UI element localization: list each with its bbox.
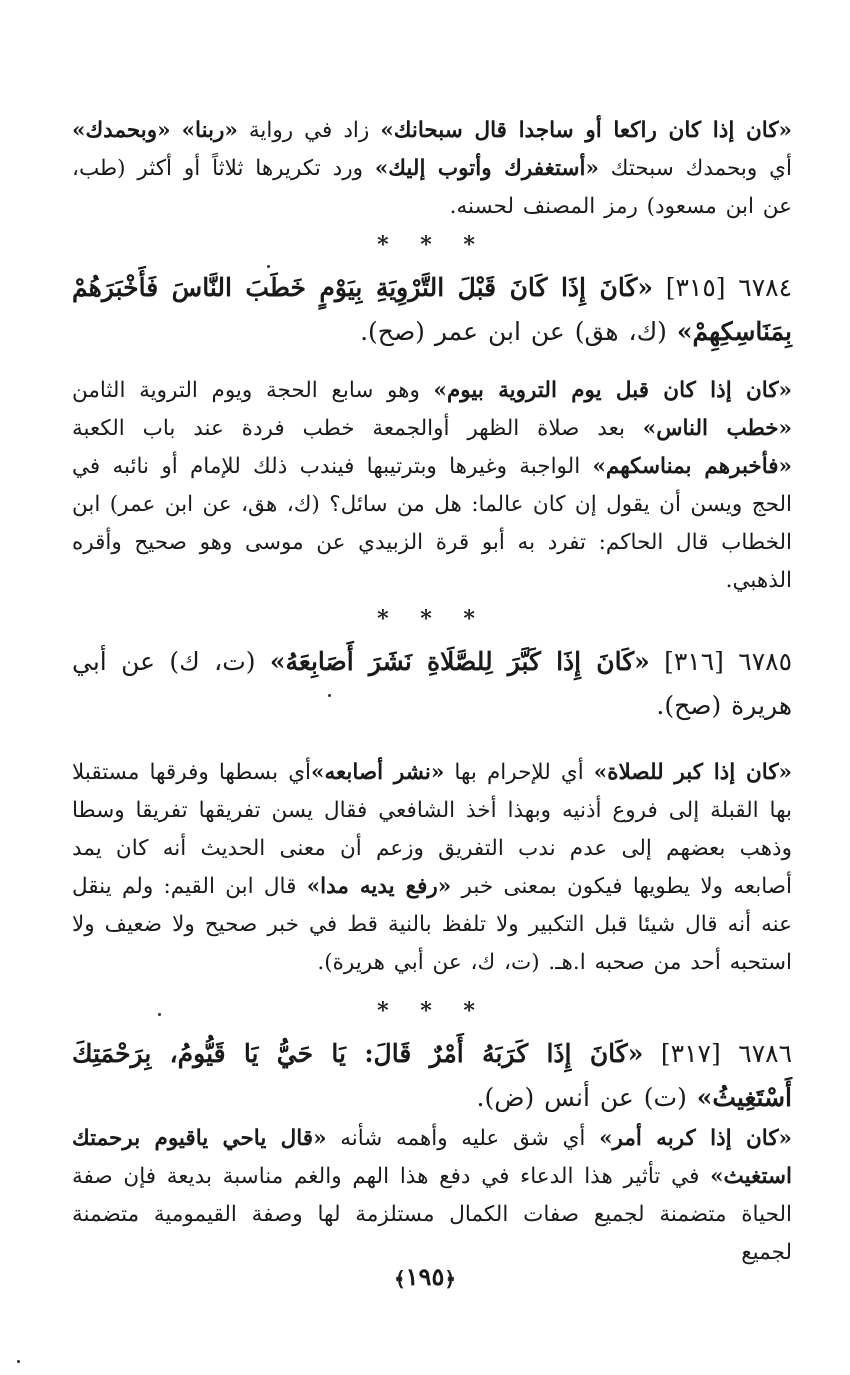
text-run: في تأثير هذا الدعاء في دفع هذا الهم والغم مناسبة بديعة فإن صفة الحياة متضمنة لجميع صفات الكمال مستلزمة لها وصفة القيمومية متضمنة لجميع bbox=[72, 1164, 792, 1265]
bold-text-run: «كان إذا كربه أمر» bbox=[599, 1126, 792, 1151]
commentary-paragraph-1 bbox=[72, 112, 792, 226]
text-run: ٦٧٨٤ [٣١٥] bbox=[652, 273, 792, 302]
commentary-paragraph-3 bbox=[72, 754, 792, 982]
hadith-entry-6785 bbox=[72, 640, 792, 728]
section-separator: * * * bbox=[377, 232, 487, 258]
bold-text-run: «ربنا» bbox=[181, 118, 238, 143]
book-page bbox=[72, 112, 792, 1272]
bold-text-run: «كَانَ إِذَا كَرَبَهُ أَمْرٌ قَالَ: يَا حَيُّ يَا قَيُّومُ، بِرَحْمَتِكَ أَسْتَغِيثُ» bbox=[72, 1039, 792, 1112]
text-run: ٦٧٨٥ [٣١٦] bbox=[649, 647, 792, 676]
bold-text-run: «كان إذا كان راكعا أو ساجدا قال سبحانك» bbox=[380, 118, 792, 143]
text-run: أي وبحمدك سبحتك bbox=[598, 156, 792, 181]
text-run: أي شق عليه وأهمه شأنه bbox=[326, 1126, 600, 1151]
hadith-entry-6784 bbox=[72, 266, 792, 354]
text-run: ٦٧٨٦ [٣١٧] bbox=[643, 1039, 792, 1068]
bold-text-run: «فأخبرهم بمناسكهم» bbox=[592, 454, 792, 479]
text-run: وهو سابع الحجة ويوم التروية الثامن bbox=[72, 378, 434, 403]
ornament-left-icon: ﴿ bbox=[444, 1266, 457, 1291]
bold-text-run: «كَانَ إِذَا كَانَ قَبْلَ التَّرْوِيَةِ بِيَوْمٍ خَطَبَ النَّاسَ فَأَخْبَرَهُمْ بِمَنَاسِكِهِمْ» bbox=[72, 273, 792, 346]
bold-text-run: «وبحمدك» bbox=[72, 118, 171, 143]
text-run: ورد تكريرها ثلاثاً أو أكثر (طب، عن ابن مسعود) رمز المصنف لحسنه. bbox=[72, 156, 792, 219]
text-run: بعد صلاة الظهر أوالجمعة خطب فردة عند باب الكعبة bbox=[72, 416, 643, 441]
bold-text-run: «خطب الناس» bbox=[642, 416, 792, 441]
text-run: (ك، هق) عن ابن عمر (صح). bbox=[360, 317, 677, 346]
bold-text-run: «كان إذا كان قبل يوم التروية بيوم» bbox=[433, 378, 792, 403]
text-run: قال ابن القيم: ولم ينقل عنه أنه قال شيئا قبل التكبير ولا تلفظ بالنية قط في خبر صحيح ولا ضعيف ولا استحبه أحد من صحبه ا.هـ. (ت، ك، عن أبي هريرة). bbox=[72, 874, 792, 975]
bold-text-run: «قال ياحي ياقيوم برحمتك استغيث» bbox=[72, 1126, 792, 1189]
bold-text-run: «نشر أصابعه» bbox=[311, 760, 445, 785]
page-number: ١٩٥ bbox=[405, 1262, 445, 1291]
commentary-paragraph-4 bbox=[72, 1120, 792, 1272]
page-footer bbox=[0, 1262, 850, 1291]
text-run: أي للإحرام بها bbox=[444, 760, 594, 785]
text-run: أي بسطها وفرقها مستقبلا بها القبلة إلى فروع أذنيه وبهذا أخذ الشافعي فقال يسن تفريقها تفريقا وسطا وذهب بعضهم إلى عدم ندب التفريق وزعم أن معنى الحديث أنه كان يمد أصابعه ولا يطويها فيكون بمعنى خبر bbox=[72, 760, 792, 899]
text-run: (ت، ك) عن أبي هريرة (صح). bbox=[72, 647, 792, 720]
hadith-entry-6786 bbox=[72, 1032, 792, 1120]
ornament-right-icon: ﴾ bbox=[393, 1266, 406, 1291]
section-separator: * * * bbox=[377, 606, 487, 632]
text-run: زاد في رواية bbox=[237, 118, 381, 143]
text-run: الواجبة وغيرها وبترتيبها فيندب ذلك للإمام أو نائبه في الحج ويسن أن يقول إن كان عالما: هل من سائل؟ (ك، هق، عن ابن عمر) ابن الخطاب قال الحاكم: تفرد به أبو قرة الزبيدي عن موسى وهو صحيح وأقره الذهبي. bbox=[72, 454, 792, 593]
text-run bbox=[171, 118, 182, 143]
bold-text-run: «كان إذا كبر للصلاة» bbox=[593, 760, 792, 785]
bold-text-run: «كَانَ إِذَا كَبَّرَ لِلصَّلَاةِ نَشَرَ أَصَابِعَهُ» bbox=[269, 647, 650, 676]
section-separator: * * * bbox=[377, 998, 487, 1024]
bold-text-run: «رفع يديه مدا» bbox=[306, 874, 452, 899]
commentary-paragraph-2 bbox=[72, 372, 792, 600]
bold-text-run: «أستغفرك وأتوب إليك» bbox=[374, 156, 599, 181]
text-run: (ت) عن أنس (ض). bbox=[476, 1083, 697, 1112]
